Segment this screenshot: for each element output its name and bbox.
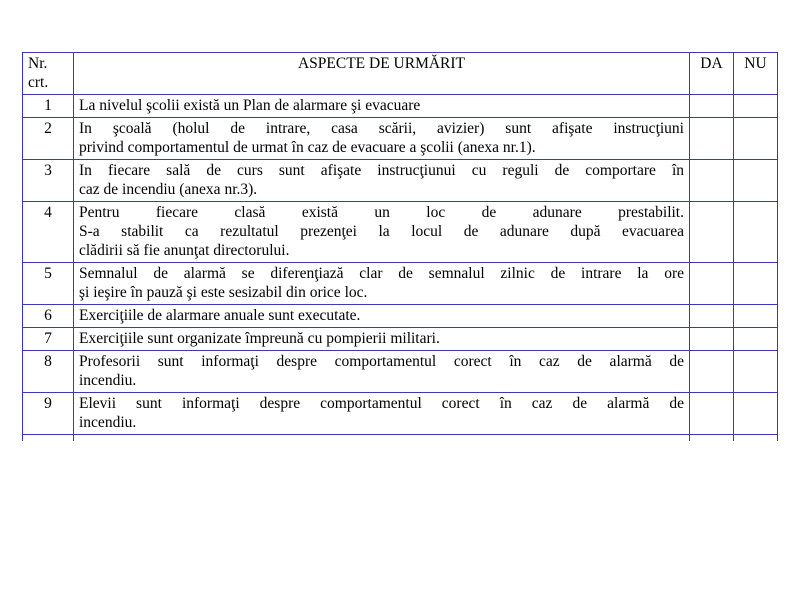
stub-cell [74, 435, 690, 442]
header-aspects: ASPECTE DE URMĂRIT [74, 53, 690, 95]
row-aspect-text [74, 95, 690, 118]
table-row [23, 351, 778, 393]
row-da-cell[interactable] [690, 305, 734, 328]
aspect-text-line: incendiu. [79, 414, 137, 431]
row-da-cell[interactable] [690, 118, 734, 160]
table-body [23, 95, 778, 442]
aspect-text-line: Profesorii sunt informaţi despre comportamentul corect în caz de alarmă de [79, 353, 684, 370]
header-nu: NU [734, 53, 778, 95]
aspect-text-line: incendiu. [79, 372, 137, 389]
aspect-text-line: caz de incendiu (anexa nr.3). [79, 181, 258, 198]
row-nu-cell[interactable] [734, 351, 778, 393]
row-da-cell[interactable] [690, 263, 734, 305]
header-row [23, 53, 778, 95]
table-row [23, 263, 778, 305]
aspect-text-line: Exerciţiile sunt organizate împreună cu pompierii militari. [79, 330, 440, 347]
row-aspect-text [74, 328, 690, 351]
row-nu-cell[interactable] [734, 202, 778, 263]
row-nu-cell[interactable] [734, 160, 778, 202]
header-da: DA [690, 53, 734, 95]
row-aspect-text [74, 305, 690, 328]
aspect-text-line: privind comportamentul de urmat în caz de evacuare a şcolii (anexa nr.1). [79, 139, 536, 156]
table-row [23, 393, 778, 435]
row-number: 1 [23, 95, 74, 118]
row-number: 6 [23, 305, 74, 328]
aspect-text-line: La nivelul şcolii există un Plan de alarmare şi evacuare [79, 97, 421, 114]
aspect-text-line: şi ieşire în pauză şi este sesizabil din orice loc. [79, 284, 368, 301]
aspect-text-line: Pentru fiecare clasă există un loc de adunare prestabilit. [79, 204, 684, 221]
header-nr-line2: crt. [28, 74, 49, 91]
stub-cell [23, 435, 74, 442]
table-continuation-stub [23, 435, 778, 442]
aspect-text-line: S-a stabilit ca rezultatul prezenţei la locul de adunare după evacuarea [79, 223, 684, 240]
row-nu-cell[interactable] [734, 263, 778, 305]
table-row [23, 118, 778, 160]
row-da-cell[interactable] [690, 202, 734, 263]
aspect-text-line: In fiecare sală de curs sunt afişate instrucţiunui cu reguli de comportare în [79, 162, 684, 179]
row-nu-cell[interactable] [734, 95, 778, 118]
row-aspect-text [74, 263, 690, 305]
row-number: 3 [23, 160, 74, 202]
row-nu-cell[interactable] [734, 118, 778, 160]
row-nu-cell[interactable] [734, 305, 778, 328]
row-da-cell[interactable] [690, 328, 734, 351]
row-nu-cell[interactable] [734, 393, 778, 435]
row-number: 5 [23, 263, 74, 305]
row-da-cell[interactable] [690, 95, 734, 118]
stub-cell [690, 435, 734, 442]
table-row [23, 202, 778, 263]
header-nr-line1: Nr. [28, 55, 48, 72]
aspect-text-line: clădirii să fie anunţat directorului. [79, 242, 290, 259]
row-aspect-text [74, 351, 690, 393]
row-number: 4 [23, 202, 74, 263]
aspect-text-line: Elevii sunt informaţi despre comportamentul corect în caz de alarmă de [79, 395, 684, 412]
row-aspect-text [74, 202, 690, 263]
row-number: 9 [23, 393, 74, 435]
aspect-text-line: Exerciţiile de alarmare anuale sunt executate. [79, 307, 361, 324]
table-row [23, 95, 778, 118]
row-number: 7 [23, 328, 74, 351]
row-da-cell[interactable] [690, 160, 734, 202]
table-header [23, 53, 778, 95]
aspect-text-line: Semnalul de alarmă se diferenţiază clar de semnalul zilnic de intrare la ore [79, 265, 684, 282]
table-row [23, 160, 778, 202]
aspect-text-line: In şcoală (holul de intrare, casa scării, avizier) sunt afişate instrucţiuni [79, 120, 684, 137]
row-da-cell[interactable] [690, 393, 734, 435]
row-nu-cell[interactable] [734, 328, 778, 351]
table-row [23, 328, 778, 351]
row-number: 8 [23, 351, 74, 393]
row-aspect-text [74, 160, 690, 202]
row-number: 2 [23, 118, 74, 160]
stub-cell [734, 435, 778, 442]
evacuation-checklist-table [22, 52, 778, 441]
row-aspect-text [74, 118, 690, 160]
row-da-cell[interactable] [690, 351, 734, 393]
header-nr-crt [23, 53, 74, 95]
row-aspect-text [74, 393, 690, 435]
table-row [23, 305, 778, 328]
